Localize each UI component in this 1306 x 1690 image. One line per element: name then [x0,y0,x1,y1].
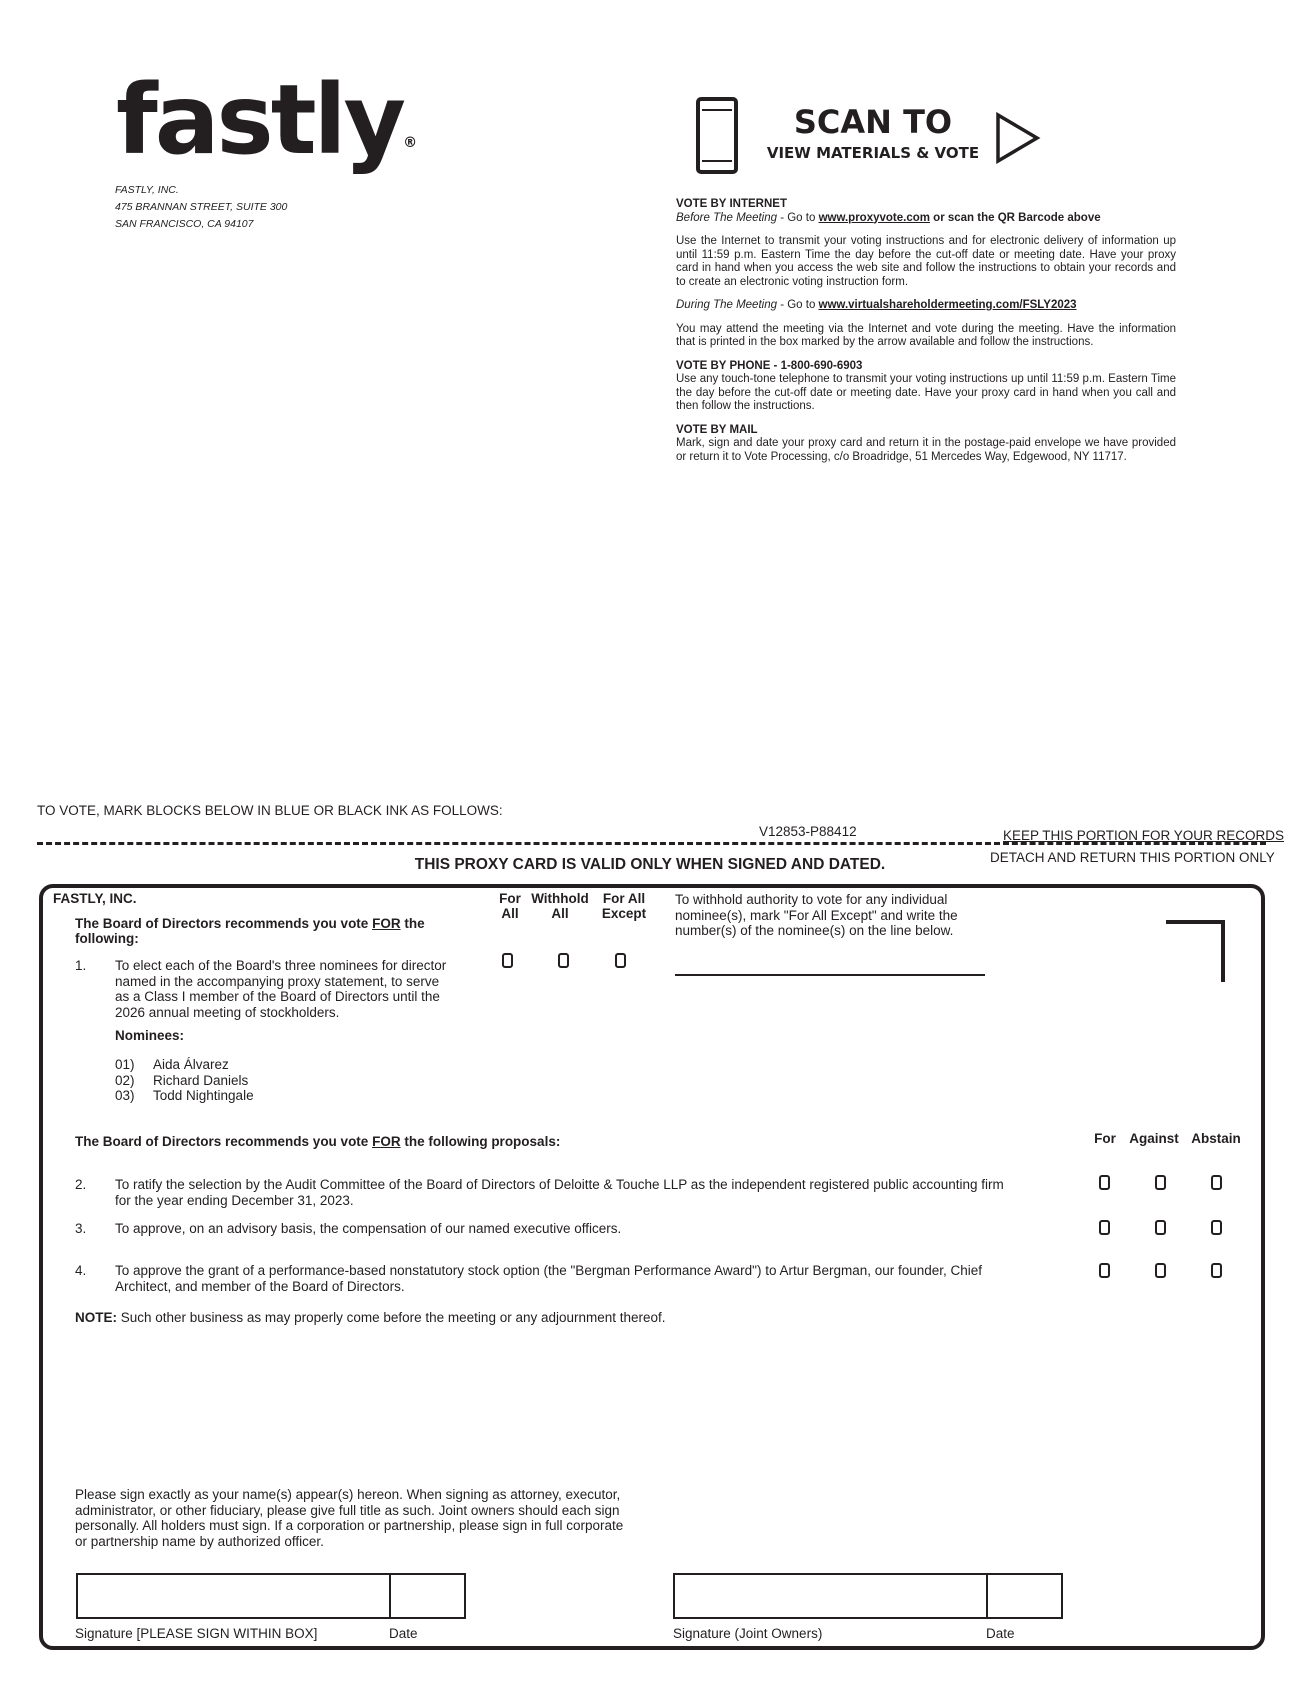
virtual-meeting-link[interactable]: www.virtualshareholdermeeting.com/FSLY2023 [818,299,1077,311]
nominee: 01) Aida Álvarez [115,1057,229,1072]
for-all-checkbox[interactable] [502,953,513,968]
proposal-number: 1. [75,958,87,973]
proxyvote-link[interactable]: www.proxyvote.com [818,211,930,224]
scan-title: SCAN TO [793,103,953,141]
proposal-1-text: To elect each of the Board's three nominees for director named in the accompanying proxy statement, to serve as a Class I member of the Board of Directors until the 2026 annual meeting of stockholders. [115,958,447,1020]
nominee-list [115,1057,254,1104]
proposal-4-abstain-checkbox[interactable] [1211,1263,1222,1278]
fastly-logo [116,64,418,176]
address-line: SAN FRANCISCO, CA 94107 [115,218,254,230]
registration-corner-mark [1166,920,1225,982]
proposal-3-text: To approve, on an advisory basis, the compensation of our named executive officers. [115,1221,622,1236]
proposal-2-for-checkbox[interactable] [1099,1175,1110,1190]
proposal-2-abstain-checkbox[interactable] [1211,1175,1222,1190]
detach-line [37,842,1000,845]
address-line: 475 BRANNAN STREET, SUITE 300 [115,201,288,213]
joint-date-divider [986,1575,988,1617]
date-divider [389,1575,391,1617]
proposal-4-text: To approve the grant of a performance-based nonstatutory stock option (the "Bergman Performance Award") to Artur Bergman, our founder, Chief Architect, and member of the Board of Directors. [115,1263,983,1294]
control-number: V12853-P88412 [759,824,857,839]
nominee-exception-line[interactable] [675,974,985,976]
company-address [115,182,287,233]
before-meeting-line: Before The Meeting - Go to www.proxyvote.com or scan the QR Barcode above [676,211,1101,224]
mail-heading: VOTE BY MAIL [676,423,758,436]
mail-body: Mark, sign and date your proxy card and return it in the postage-paid envelope we have provided or return it to Vote Processing, c/o Broadridge, 51 Mercedes Way, Edgewood, NY 11717. [676,437,1176,463]
note: NOTE: Such other business as may properly come before the meeting or any adjournment thereof. [75,1310,666,1325]
col-for-all-except: For All Except [601,891,647,921]
signature-label: Signature [PLEASE SIGN WITHIN BOX] [75,1626,318,1641]
nominees-label: Nominees: [115,1028,185,1043]
proposal-3-abstain-checkbox[interactable] [1211,1220,1222,1235]
logo-text: fastly [116,64,404,176]
during-meeting-line: During The Meeting - Go to www.virtualshareholdermeeting.com/FSLY2023 [676,299,1077,311]
board-recommendation-directors-line2: following: [75,931,139,946]
signing-instructions: Please sign exactly as your name(s) appear(s) hereon. When signing as attorney, executor, administrator, or other fiduciary, please give full title as such. Joint owners should each sign personally. All holders must sign. If a corporation or partnership, please sign in full corporate or partnership name by authorized officer. [75,1487,624,1549]
proposal-3-for-checkbox[interactable] [1099,1220,1110,1235]
signature-box[interactable] [76,1573,466,1619]
keep-portion-label: KEEP THIS PORTION FOR YOUR RECORDS [1003,828,1285,843]
detach-portion-label: DETACH AND RETURN THIS PORTION ONLY [990,850,1275,865]
voting-instructions [676,198,1176,464]
phone-icon [696,97,738,174]
proposal-3-against-checkbox[interactable] [1155,1220,1166,1235]
scan-subtitle: VIEW MATERIALS & VOTE [766,144,980,162]
proposal-2-text: To ratify the selection by the Audit Committee of the Board of Directors of Deloitte & Touche LLP as the independent registered public accounting firm for the year ending December 31, 2023. [115,1177,1004,1208]
phone-heading: VOTE BY PHONE - 1-800-690-6903 [676,359,863,372]
withhold-all-checkbox[interactable] [558,953,569,968]
address-line: FASTLY, INC. [115,184,179,196]
col-for-all: For All [499,891,521,921]
joint-signature-label: Signature (Joint Owners) [673,1626,823,1641]
proposal-number: 4. [75,1263,87,1278]
nominee: 02) Richard Daniels [115,1072,249,1088]
proposal-4-for-checkbox[interactable] [1099,1263,1110,1278]
board-recommendation-proposals: The Board of Directors recommends you vote FOR the following proposals: [75,1134,561,1149]
col-for: For [1094,1131,1116,1146]
col-abstain: Abstain [1191,1131,1241,1146]
to-vote-instruction: TO VOTE, MARK BLOCKS BELOW IN BLUE OR BLACK INK AS FOLLOWS: [37,803,503,818]
nominee: 03) Todd Nightingale [115,1088,254,1103]
for-all-except-checkbox[interactable] [615,953,626,968]
valid-notice: THIS PROXY CARD IS VALID ONLY WHEN SIGNED AND DATED. [414,856,886,873]
proposal-number: 3. [75,1221,87,1236]
col-against: Against [1129,1131,1179,1146]
card-company: FASTLY, INC. [53,891,137,906]
internet-heading: VOTE BY INTERNET [676,198,787,210]
board-recommendation-directors: The Board of Directors recommends you vote FOR the [75,916,425,931]
proposal-number: 2. [75,1177,87,1192]
joint-signature-box[interactable] [673,1573,1063,1619]
phone-body: Use any touch-tone telephone to transmit your voting instructions up until 11:59 p.m. Eastern Time the day before the cut-off date or meeting date. Have your proxy card in hand when you call and then follow the instructions. [676,373,1176,412]
registered-mark: ® [403,135,418,151]
play-arrow-icon [995,112,1041,164]
withhold-instructions: To withhold authority to vote for any individual nominee(s), mark "For All Except" and write the number(s) of the nominee(s) on the line below. [675,892,958,938]
proposal-2-against-checkbox[interactable] [1155,1175,1166,1190]
date-label: Date [389,1626,418,1641]
internet-body: Use the Internet to transmit your voting instructions and for electronic delivery of information up until 11:59 p.m. Eastern Time the day before the cut-off date or meeting date. Have your proxy card in hand when you access the web site and follow the instructions to obtain your records and to create an electronic voting instruction form. [676,235,1176,288]
proposal-4-against-checkbox[interactable] [1155,1263,1166,1278]
during-meeting-body: You may attend the meeting via the Internet and vote during the meeting. Have the information that is printed in the box marked by the arrow available and follow the instructions. [676,322,1176,348]
joint-date-label: Date [986,1626,1015,1641]
col-withhold-all: Withhold All [531,891,589,921]
